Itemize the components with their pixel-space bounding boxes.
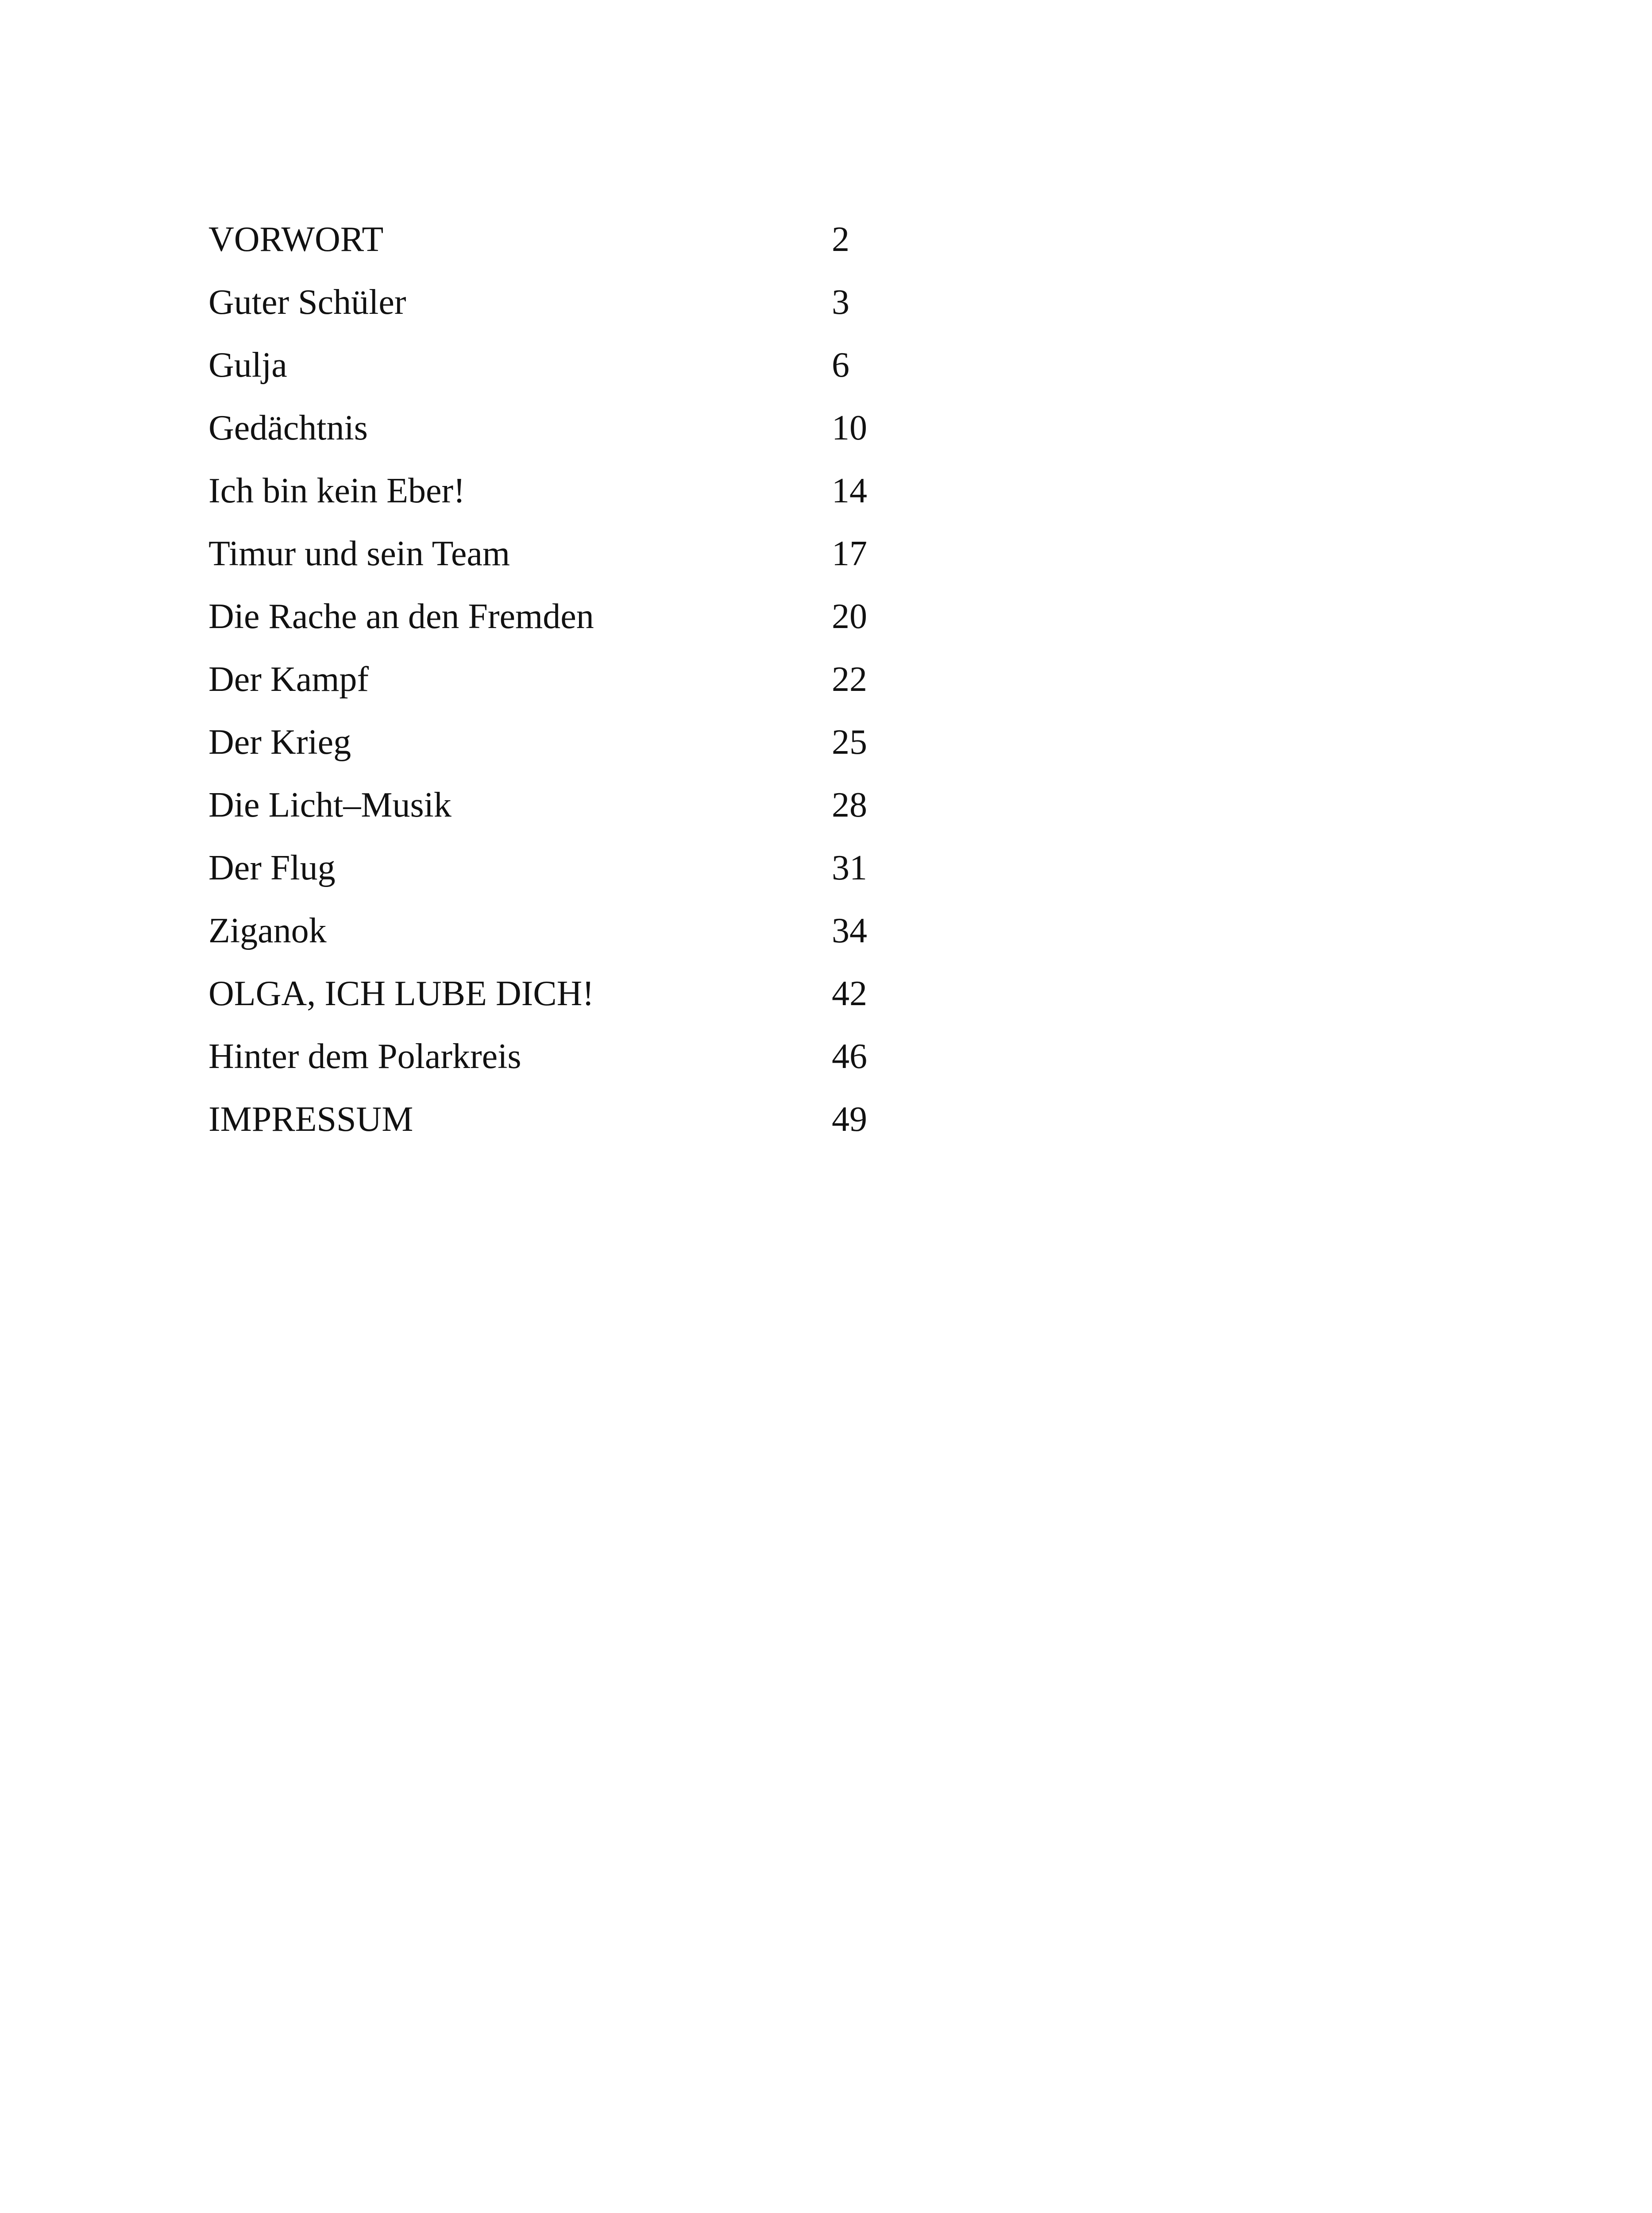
toc-entry-title: Die Licht–Musik <box>208 786 452 825</box>
toc-entry-title: Der Kampf <box>208 660 369 699</box>
toc-entry-page: 22 <box>832 660 867 699</box>
toc-entry[interactable] <box>208 459 881 522</box>
toc-entry-title: Gulja <box>208 346 287 385</box>
toc-entry[interactable] <box>208 837 881 899</box>
toc-entry-title: Timur und sein Team <box>208 534 510 573</box>
toc-entry-title: IMPRESSUM <box>208 1100 413 1139</box>
toc-entry[interactable] <box>208 334 881 397</box>
toc-entry-title: Ich bin kein Eber! <box>208 471 465 510</box>
toc-entry-page: 2 <box>832 220 849 259</box>
table-of-contents <box>208 208 881 1151</box>
toc-entry[interactable] <box>208 962 881 1025</box>
toc-entry[interactable] <box>208 397 881 459</box>
toc-entry-title: Ziganok <box>208 911 327 950</box>
toc-entry-title: Guter Schüler <box>208 283 406 322</box>
toc-entry[interactable] <box>208 1088 881 1151</box>
toc-entry-title: Gedächtnis <box>208 409 368 447</box>
toc-entry-page: 10 <box>832 409 867 447</box>
toc-entry[interactable] <box>208 648 881 711</box>
toc-entry-title: OLGA, ICH LUBE DICH! <box>208 974 594 1013</box>
toc-entry-title: Der Krieg <box>208 723 351 762</box>
toc-entry-title: Die Rache an den Fremden <box>208 597 594 636</box>
toc-entry-page: 6 <box>832 346 849 385</box>
toc-entry[interactable] <box>208 208 881 271</box>
toc-entry-page: 14 <box>832 471 867 510</box>
toc-entry-page: 31 <box>832 848 867 887</box>
toc-entry[interactable] <box>208 774 881 837</box>
toc-entry[interactable] <box>208 899 881 962</box>
toc-entry[interactable] <box>208 1025 881 1088</box>
toc-entry-page: 28 <box>832 786 867 825</box>
toc-entry[interactable] <box>208 585 881 648</box>
toc-entry[interactable] <box>208 522 881 585</box>
toc-entry-title: Der Flug <box>208 848 336 887</box>
toc-entry-page: 3 <box>832 283 849 322</box>
toc-entry-title: Hinter dem Polarkreis <box>208 1037 521 1076</box>
toc-entry-page: 34 <box>832 911 867 950</box>
toc-entry-title: VORWORT <box>208 220 384 259</box>
toc-entry-page: 49 <box>832 1100 867 1139</box>
toc-entry[interactable] <box>208 711 881 774</box>
toc-entry-page: 42 <box>832 974 867 1013</box>
toc-entry-page: 46 <box>832 1037 867 1076</box>
toc-entry-page: 25 <box>832 723 867 762</box>
toc-entry-page: 20 <box>832 597 867 636</box>
toc-entry-page: 17 <box>832 534 867 573</box>
toc-entry[interactable] <box>208 271 881 334</box>
